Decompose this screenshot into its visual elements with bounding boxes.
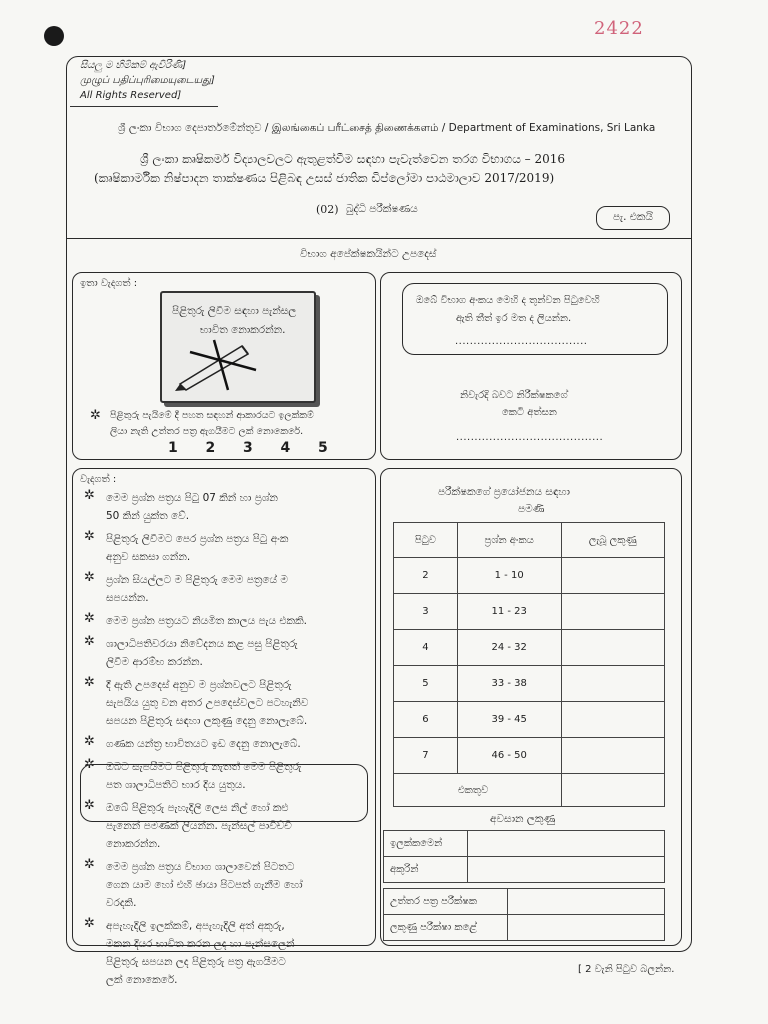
marks-table bbox=[393, 522, 665, 807]
numbers-note-line2: ලියා නැති උත්තර පත්‍ර ඇගයීමට ලක් නොකෙරේ. bbox=[110, 426, 304, 437]
checker-table bbox=[383, 888, 665, 941]
marks-obtained-cell[interactable] bbox=[561, 702, 665, 738]
final-marks-label: අකුරින් bbox=[384, 857, 468, 883]
final-marks-table bbox=[383, 830, 665, 883]
marks-cell: 24 - 32 bbox=[457, 630, 561, 666]
exam-title-line1: ශ්‍රී ලංකා කෘෂිකර්ම විද්‍යාලවලට ඇතුළත්වීම සඳහා පැවැත්වෙන තරග විභාගය – 2016 bbox=[140, 152, 566, 166]
instruction-line: දී ඇති උපදෙස් අනුව ම ප්‍රශ්නවලට පිළිතුරු bbox=[106, 679, 292, 691]
instruction-line: සපයන පිළිතුරු සඳහා ලකුණු දෙනු නොලැබේ. bbox=[106, 715, 308, 727]
final-marks-heading: අවසාන ලකුණු bbox=[490, 813, 556, 825]
table-row bbox=[394, 630, 665, 666]
copyright-ta: முழுப் பதிப்புரிமையுடையது] bbox=[80, 75, 215, 86]
instructions-heading: විභාග අපේක්ෂකයින්ට උපදෙස් bbox=[300, 248, 437, 260]
final-marks-field[interactable] bbox=[467, 857, 664, 883]
instruction-line: ඔබේ පිළිතුරු පැහැදිලි ලෙස නිල් හෝ කළු bbox=[106, 802, 289, 814]
instruction-line: සපයන්න. bbox=[106, 592, 149, 604]
instruction-line: ශාලාධිපතිවරයා නිවේදනය කළ පසු පිළිතුරු bbox=[106, 638, 298, 650]
exam-title-line2: (කෘෂිකාර්මික නිෂ්පාදන තාක්ෂණය පිළිබඳ උසස් ජාතික ඩිප්ලෝමා පාඨමාලාව 2017/2019) bbox=[94, 171, 555, 185]
instruction-bullet-icon: ✲ bbox=[84, 529, 95, 544]
copyright-en: All Rights Reserved] bbox=[80, 90, 182, 101]
total-label: එකතුව bbox=[394, 774, 562, 807]
marks-cell: 11 - 23 bbox=[457, 594, 561, 630]
copyright-si: සියලු ම හිමිකම් ඇවිරිණි] bbox=[80, 60, 187, 71]
final-marks-label: ඉලක්කමෙන් bbox=[384, 831, 468, 857]
checker-label: උත්තර පත්‍ර පරීක්ෂක bbox=[384, 889, 508, 915]
marks-obtained-cell[interactable] bbox=[561, 666, 665, 702]
punch-hole bbox=[44, 26, 64, 46]
instruction-line: ගණක යන්ත්‍ර භාවිතයට ඉඩ දෙනු නොලැබේ. bbox=[106, 738, 301, 750]
instruction-line: මකන දියර භාවිත කරන ලද හා පැන්සලෙන් bbox=[106, 938, 295, 950]
important-label: ඉතා වැදගත් : bbox=[80, 278, 138, 289]
total-value-cell[interactable] bbox=[561, 774, 665, 807]
marks-header-cell: පිටුව bbox=[394, 523, 458, 558]
checker-row bbox=[384, 889, 665, 915]
instruction-bullet-icon: ✲ bbox=[84, 757, 95, 772]
serial-number: 2422 bbox=[594, 18, 644, 39]
sample-digits: 1 2 3 4 5 bbox=[168, 440, 334, 456]
instruction-line: පිළිතුරු ලිවීමට පෙර ප්‍රශ්න පත්‍රය පිටු අංක bbox=[106, 533, 289, 545]
department: ශ්‍රී ලංකා විභාග දෙපාර්තමේන්තුව / இலங்கைப் பரீட்சைத் திணைக்களம் / Department of Examinations, Sri Lanka bbox=[118, 122, 656, 134]
instruction-bullet-icon: ✲ bbox=[84, 634, 95, 649]
checker-field[interactable] bbox=[507, 889, 664, 915]
marks-obtained-cell[interactable] bbox=[561, 738, 665, 774]
table-row bbox=[394, 666, 665, 702]
instruction-line: පිළිතුරු සපයන ලද පිළිතුරු පත්‍ර ඇගයීමට bbox=[106, 956, 286, 968]
checker-label: ලකුණු පරීක්ෂා කළේ bbox=[384, 915, 508, 941]
marks-cell: 46 - 50 bbox=[457, 738, 561, 774]
paper-code: (02) bbox=[316, 203, 339, 216]
index-box-line2: ඇති තීත් ඉර මත ද ලියන්න. bbox=[456, 313, 572, 324]
marks-obtained-cell[interactable] bbox=[561, 594, 665, 630]
supervisor-line1: නිවැරදි බවට නිරීක්ෂකගේ bbox=[460, 390, 568, 401]
examiner-heading-line1: පරීක්ෂකගේ ප්‍රයෝජනය සඳහා bbox=[438, 486, 571, 498]
marks-cell: 2 bbox=[394, 558, 458, 594]
instruction-line: 50 කින් යුක්ත වේ. bbox=[106, 510, 190, 522]
instruction-line: ගෙන යාම හෝ එහි ඡායා පිටපත් ගැනීම හෝ bbox=[106, 879, 303, 891]
marks-cell: 1 - 10 bbox=[457, 558, 561, 594]
instruction-line: අපැහැදිලි ඉලක්කම්, අපැහැදිලි අත් අකුරු, bbox=[106, 920, 285, 932]
examiner-heading-line2: පමණි bbox=[518, 503, 545, 515]
instruction-bullet-icon: ✲ bbox=[84, 734, 95, 749]
page-turn-note: [ 2 වැනි පිටුව බලන්න. bbox=[578, 964, 675, 975]
instruction-line: ප්‍රශ්න සියල්ලට ම පිළිතුරු මෙම පත්‍රයේ ම bbox=[106, 574, 288, 586]
marks-cell: 39 - 45 bbox=[457, 702, 561, 738]
instruction-bullet-icon: ✲ bbox=[84, 675, 95, 690]
notes-label: වැදගත් : bbox=[80, 474, 117, 485]
instruction-line: අනුව සකසා ගන්න. bbox=[106, 551, 191, 563]
index-box-line1: ඔබේ විභාග අංකය මෙහි ද තුන්වන පිටුවෙහි bbox=[416, 295, 600, 306]
pencil-warning-line2: භාවිත නොකරන්න. bbox=[200, 324, 286, 336]
table-row bbox=[394, 702, 665, 738]
marks-obtained-cell[interactable] bbox=[561, 630, 665, 666]
instruction-line: නොකරන්න. bbox=[106, 838, 161, 850]
instruction-bullet-icon: ✲ bbox=[84, 916, 95, 931]
table-row bbox=[394, 738, 665, 774]
paper-name: බුද්ධි පරීක්ෂණය bbox=[346, 203, 418, 215]
marks-table-header bbox=[394, 523, 665, 558]
pencil-warning-line1: පිළිතුරු ලිවීම සඳහා පැන්සල bbox=[172, 305, 297, 317]
instruction-line: පත ශාලාධිපතිට භාර දිය යුතුය. bbox=[106, 779, 246, 791]
marks-header-cell: ලැබූ ලකුණු bbox=[561, 523, 665, 558]
marks-cell: 33 - 38 bbox=[457, 666, 561, 702]
total-row bbox=[394, 774, 665, 807]
final-marks-row bbox=[384, 857, 665, 883]
instruction-line: ලිවීම ආරම්භ කරන්න. bbox=[106, 656, 203, 668]
star-icon: ✲ bbox=[90, 408, 101, 423]
checker-row bbox=[384, 915, 665, 941]
marks-cell: 4 bbox=[394, 630, 458, 666]
instruction-bullet-icon: ✲ bbox=[84, 857, 95, 872]
copyright-rule bbox=[70, 106, 218, 107]
supervisor-signature-field[interactable]: ........................................ bbox=[456, 432, 604, 443]
instruction-bullet-icon: ✲ bbox=[84, 798, 95, 813]
marks-cell: 7 bbox=[394, 738, 458, 774]
final-marks-row bbox=[384, 831, 665, 857]
checker-field[interactable] bbox=[507, 915, 664, 941]
instruction-line: වරදකි. bbox=[106, 897, 137, 909]
duration: පැ. එකයි bbox=[613, 211, 653, 223]
instruction-line: ලක් නොකෙරේ. bbox=[106, 974, 178, 986]
marks-cell: 3 bbox=[394, 594, 458, 630]
crossed-pencil-icon bbox=[172, 336, 268, 392]
marks-cell: 6 bbox=[394, 702, 458, 738]
instruction-bullet-icon: ✲ bbox=[84, 570, 95, 585]
final-marks-field[interactable] bbox=[467, 831, 664, 857]
marks-header-cell: ප්‍රශ්න අංකය bbox=[457, 523, 561, 558]
instruction-line: මෙම ප්‍රශ්න පත්‍රය පිටු 07 කින් හා ප්‍රශ්න bbox=[106, 492, 278, 504]
numbers-note-line1: පිළිතුරු පැයිමේ දී පහත සඳහන් ආකාරයට ඉලක්කම් bbox=[110, 410, 314, 421]
instruction-line: පැනෙන් පමණක් ලියන්න. පැන්සල් පාවිච්චි bbox=[106, 820, 292, 832]
pen-instruction-highlight bbox=[80, 764, 368, 822]
instruction-bullet-icon: ✲ bbox=[84, 611, 95, 626]
duration-box bbox=[596, 206, 670, 230]
instruction-line: සැපයිය යුතු වන අතර උපදෙස්වලට පටහැනිව bbox=[106, 697, 309, 709]
marks-obtained-cell[interactable] bbox=[561, 558, 665, 594]
instruction-line: මෙම ප්‍රශ්න පත්‍රය විභාග ශාලාවෙන් පිටතට bbox=[106, 861, 295, 873]
instruction-line: මෙම ප්‍රශ්න පත්‍රයට නියමිත කාලය පැය එකකි. bbox=[106, 615, 307, 627]
table-row bbox=[394, 558, 665, 594]
supervisor-line2: කෙටි අත්සන bbox=[502, 407, 557, 418]
instruction-bullet-icon: ✲ bbox=[84, 488, 95, 503]
header-rule bbox=[66, 238, 692, 239]
table-row bbox=[394, 594, 665, 630]
index-number-field[interactable]: .................................... bbox=[455, 336, 588, 347]
marks-cell: 5 bbox=[394, 666, 458, 702]
instruction-line: ඔබට සැපයීමට පිළිතුරු නැතත් මෙම පිළිතුරු bbox=[106, 761, 302, 773]
